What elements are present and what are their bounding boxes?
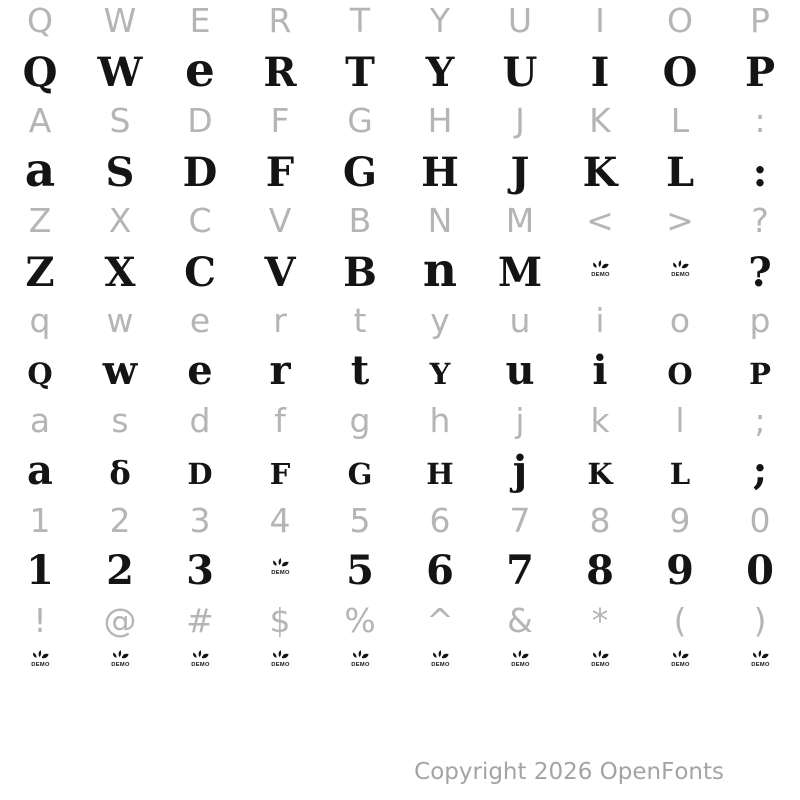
- reference-glyph: T: [349, 1, 371, 40]
- reference-glyph: ^: [426, 601, 454, 640]
- reference-glyph: q: [29, 301, 51, 340]
- reference-glyph: L: [670, 101, 690, 140]
- specimen-row: [0, 342, 800, 400]
- svg-text:DEMO: DEMO: [590, 271, 610, 278]
- svg-text:DEMO: DEMO: [750, 661, 770, 668]
- demo-placeholder-glyph: [560, 642, 640, 700]
- reference-glyph: 0: [749, 501, 771, 540]
- reference-row: [0, 300, 800, 342]
- reference-glyph: P: [750, 1, 770, 40]
- reference-glyph: d: [189, 401, 211, 440]
- specimen-row: [0, 542, 800, 600]
- demo-placeholder-glyph: [160, 642, 240, 700]
- reference-glyph: G: [347, 101, 373, 140]
- band-uppercase-bottom-row: [0, 200, 800, 300]
- demo-ornament-icon: [428, 648, 453, 671]
- specimen-glyph: 9: [666, 547, 694, 594]
- specimen-glyph: 1: [26, 547, 54, 594]
- reference-glyph: C: [188, 201, 212, 240]
- demo-ornament-icon: [668, 258, 693, 281]
- specimen-glyph: :: [752, 149, 768, 196]
- specimen-glyph: 3: [186, 547, 214, 594]
- specimen-glyph: e: [187, 347, 213, 394]
- demo-ornament-icon: [28, 648, 53, 671]
- reference-glyph: w: [106, 301, 134, 340]
- specimen-row: [0, 442, 800, 500]
- reference-glyph: 9: [669, 501, 691, 540]
- demo-ornament-icon: [668, 648, 693, 671]
- demo-ornament-icon: [188, 648, 213, 671]
- reference-row: [0, 100, 800, 142]
- reference-row: [0, 500, 800, 542]
- specimen-glyph: P: [744, 49, 776, 96]
- specimen-glyph: O: [662, 49, 698, 96]
- demo-placeholder-glyph: [480, 642, 560, 700]
- reference-glyph: S: [109, 101, 131, 140]
- specimen-glyph: ;: [752, 447, 768, 494]
- reference-glyph: Q: [27, 1, 53, 40]
- specimen-glyph: D: [182, 149, 218, 196]
- reference-glyph: ): [753, 601, 767, 640]
- specimen-glyph: n: [422, 243, 458, 298]
- demo-ornament-icon: [508, 648, 533, 671]
- specimen-glyph: V: [264, 249, 296, 296]
- specimen-glyph: u: [505, 347, 535, 394]
- reference-glyph: y: [430, 301, 450, 340]
- specimen-glyph: F: [265, 149, 295, 196]
- reference-glyph: 8: [589, 501, 611, 540]
- reference-glyph: @: [103, 601, 137, 640]
- reference-glyph: #: [186, 601, 214, 640]
- reference-glyph: Y: [429, 1, 451, 40]
- specimen-glyph: W: [97, 49, 143, 96]
- reference-glyph: W: [103, 1, 137, 40]
- reference-glyph: :: [754, 101, 766, 140]
- specimen-glyph: 8: [586, 547, 614, 594]
- demo-ornament-icon: [108, 648, 133, 671]
- reference-glyph: u: [509, 301, 531, 340]
- specimen-glyph: 5: [346, 547, 374, 594]
- band-uppercase-home-row: [0, 100, 800, 200]
- demo-placeholder-glyph: [400, 642, 480, 700]
- reference-row: [0, 600, 800, 642]
- reference-glyph: g: [349, 401, 371, 440]
- reference-glyph: 5: [349, 501, 371, 540]
- specimen-row: [0, 142, 800, 200]
- reference-glyph: K: [589, 101, 611, 140]
- reference-glyph: R: [268, 1, 292, 40]
- reference-glyph: J: [515, 101, 525, 140]
- reference-glyph: <: [586, 201, 614, 240]
- specimen-row: [0, 642, 800, 700]
- demo-ornament-icon: [268, 556, 293, 579]
- reference-glyph: X: [108, 201, 132, 240]
- reference-glyph: r: [273, 301, 287, 340]
- specimen-glyph: J: [510, 149, 530, 196]
- svg-text:DEMO: DEMO: [430, 661, 450, 668]
- demo-placeholder-glyph: [720, 642, 800, 700]
- svg-text:DEMO: DEMO: [510, 661, 530, 668]
- band-symbols-row: [0, 600, 800, 700]
- copyright-text: Copyright 2026 OpenFonts: [414, 759, 724, 785]
- specimen-glyph: j: [512, 447, 528, 494]
- svg-text:DEMO: DEMO: [270, 569, 290, 576]
- reference-glyph: a: [29, 401, 51, 440]
- reference-glyph: p: [749, 301, 771, 340]
- reference-glyph: A: [28, 101, 52, 140]
- demo-ornament-icon: [348, 648, 373, 671]
- reference-row: [0, 400, 800, 442]
- demo-placeholder-glyph: [640, 642, 720, 700]
- specimen-glyph: 2: [106, 547, 134, 594]
- svg-text:DEMO: DEMO: [30, 661, 50, 668]
- reference-glyph: t: [353, 301, 367, 340]
- reference-glyph: F: [270, 101, 290, 140]
- demo-placeholder-glyph: [0, 642, 80, 700]
- reference-glyph: 4: [269, 501, 291, 540]
- specimen-glyph: ?: [748, 249, 772, 296]
- svg-text:DEMO: DEMO: [270, 661, 290, 668]
- specimen-glyph: O: [667, 357, 693, 391]
- specimen-glyph: L: [665, 149, 695, 196]
- reference-glyph: E: [189, 1, 211, 40]
- demo-ornament-icon: [588, 258, 613, 281]
- specimen-glyph: Q: [27, 357, 53, 391]
- specimen-glyph: K: [587, 457, 613, 491]
- reference-glyph: 2: [109, 501, 131, 540]
- reference-glyph: i: [595, 301, 605, 340]
- svg-text:DEMO: DEMO: [670, 271, 690, 278]
- reference-glyph: D: [187, 101, 213, 140]
- specimen-row: [0, 242, 800, 300]
- reference-glyph: o: [669, 301, 691, 340]
- specimen-glyph: 6: [426, 547, 454, 594]
- svg-text:DEMO: DEMO: [190, 661, 210, 668]
- specimen-glyph: Q: [22, 49, 58, 96]
- reference-glyph: H: [427, 101, 453, 140]
- reference-glyph: $: [269, 601, 291, 640]
- band-lowercase-home-row: [0, 400, 800, 500]
- demo-placeholder-glyph: [240, 642, 320, 700]
- reference-glyph: U: [507, 1, 533, 40]
- specimen-glyph: S: [105, 149, 135, 196]
- specimen-glyph: L: [669, 457, 691, 491]
- band-uppercase-qwerty-row: [0, 0, 800, 100]
- specimen-glyph: Z: [25, 249, 55, 296]
- reference-glyph: Z: [28, 201, 52, 240]
- reference-glyph: &: [507, 601, 533, 640]
- band-digits-row: [0, 500, 800, 600]
- reference-glyph: j: [515, 401, 525, 440]
- demo-ornament-icon: [268, 648, 293, 671]
- demo-ornament-icon: [748, 648, 773, 671]
- specimen-glyph: U: [502, 49, 538, 96]
- demo-ornament-icon: [588, 648, 613, 671]
- specimen-glyph: e: [185, 43, 215, 98]
- specimen-glyph: H: [421, 149, 459, 196]
- reference-glyph: N: [427, 201, 453, 240]
- specimen-glyph: I: [590, 49, 610, 96]
- reference-glyph: 6: [429, 501, 451, 540]
- specimen-glyph: i: [592, 347, 608, 394]
- reference-glyph: O: [667, 1, 693, 40]
- specimen-glyph: a: [24, 143, 56, 198]
- specimen-glyph: C: [184, 249, 216, 296]
- svg-text:DEMO: DEMO: [670, 661, 690, 668]
- reference-glyph: %: [344, 601, 376, 640]
- reference-row: [0, 200, 800, 242]
- reference-glyph: V: [268, 201, 292, 240]
- specimen-glyph: F: [269, 457, 291, 491]
- specimen-glyph: Y: [425, 49, 455, 96]
- specimen-glyph: M: [497, 249, 543, 296]
- specimen-glyph: a: [27, 447, 53, 494]
- reference-glyph: M: [505, 201, 535, 240]
- reference-glyph: 7: [509, 501, 531, 540]
- reference-glyph: 1: [29, 501, 51, 540]
- svg-text:DEMO: DEMO: [110, 661, 130, 668]
- svg-text:DEMO: DEMO: [590, 661, 610, 668]
- demo-placeholder-glyph: [320, 642, 400, 700]
- reference-glyph: f: [274, 401, 286, 440]
- reference-glyph: k: [590, 401, 610, 440]
- band-lowercase-qwerty-row: [0, 300, 800, 400]
- reference-glyph: l: [675, 401, 685, 440]
- reference-glyph: e: [189, 301, 211, 340]
- specimen-glyph: T: [345, 49, 375, 96]
- specimen-glyph: B: [343, 249, 377, 296]
- reference-glyph: 3: [189, 501, 211, 540]
- specimen-row: [0, 42, 800, 100]
- reference-glyph: h: [429, 401, 451, 440]
- specimen-glyph: X: [104, 249, 136, 296]
- reference-glyph: (: [673, 601, 687, 640]
- specimen-glyph: 7: [506, 547, 534, 594]
- specimen-glyph: Y: [429, 357, 451, 391]
- specimen-glyph: D: [187, 457, 213, 491]
- reference-glyph: *: [591, 601, 609, 640]
- reference-glyph: B: [348, 201, 372, 240]
- specimen-glyph: G: [347, 457, 373, 491]
- reference-glyph: >: [666, 201, 694, 240]
- reference-glyph: ?: [751, 201, 769, 240]
- reference-glyph: s: [111, 401, 129, 440]
- specimen-glyph: w: [102, 347, 138, 394]
- specimen-glyph: P: [749, 357, 771, 391]
- demo-placeholder-glyph: [80, 642, 160, 700]
- specimen-glyph: H: [426, 457, 454, 491]
- specimen-glyph: 0: [746, 547, 774, 594]
- reference-glyph: ;: [754, 401, 766, 440]
- reference-glyph: !: [33, 601, 47, 640]
- specimen-glyph: r: [269, 347, 291, 394]
- specimen-glyph: δ: [109, 454, 131, 492]
- specimen-glyph: R: [263, 49, 297, 96]
- reference-glyph: I: [595, 1, 605, 40]
- svg-text:DEMO: DEMO: [350, 661, 370, 668]
- specimen-glyph: t: [350, 347, 370, 394]
- reference-row: [0, 0, 800, 42]
- specimen-glyph: K: [582, 149, 618, 196]
- specimen-glyph: G: [342, 149, 378, 196]
